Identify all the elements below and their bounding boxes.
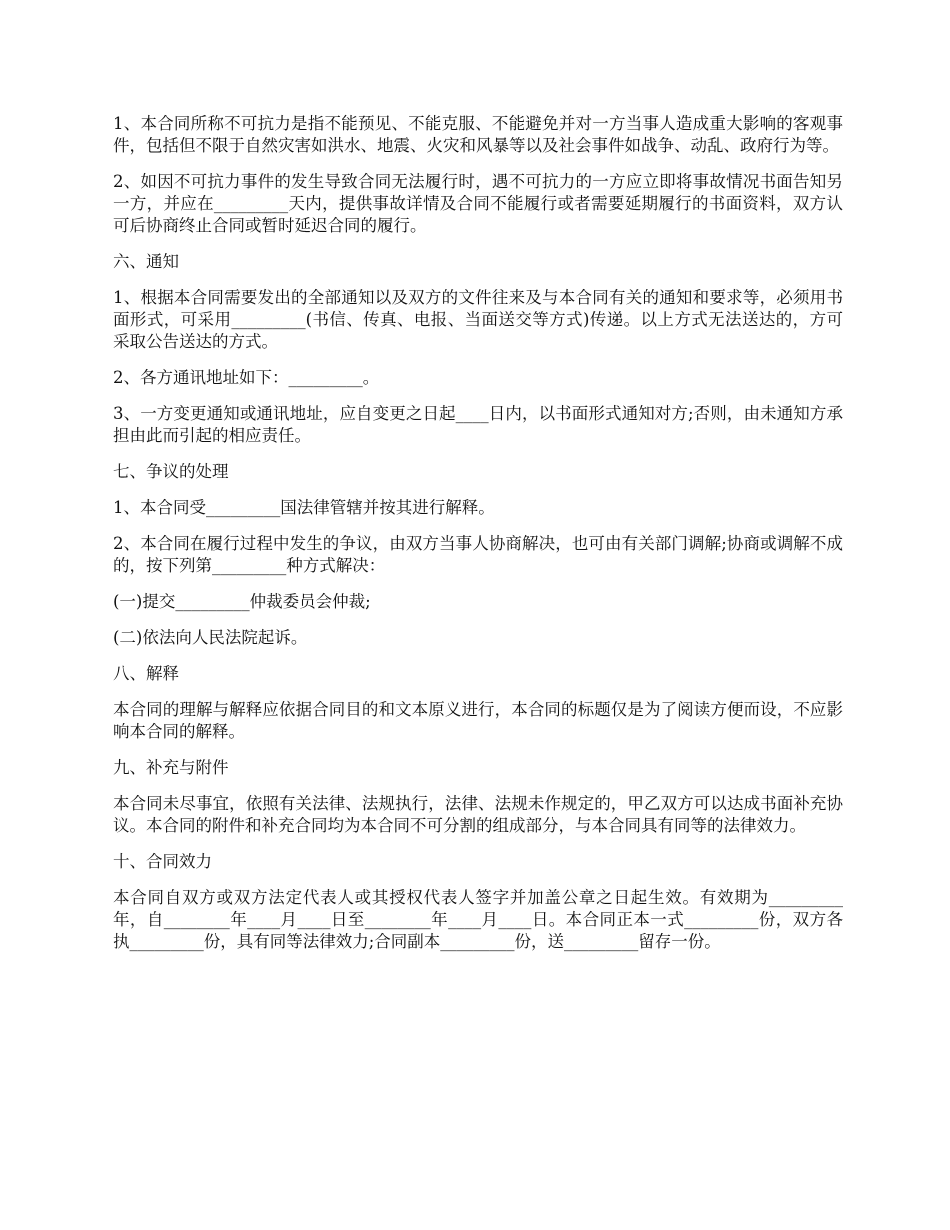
paragraph-notice-change: 3、一方变更通知或通讯地址，应自变更之日起____日内，以书面形式通知对方;否则，由未通知方承担由此而引起的相应责任。 [113, 404, 843, 445]
section-heading-effectiveness: 十、合同效力 [113, 852, 212, 871]
section-heading-supplements: 九、补充与附件 [113, 758, 229, 777]
section-heading-notice: 六、通知 [113, 252, 179, 271]
document-body [113, 113, 843, 967]
paragraph-litigation-option: (二)依法向人民法院起诉。 [113, 628, 308, 647]
section-heading-interpretation: 八、解释 [113, 664, 179, 683]
paragraph-supplements: 本合同未尽事宜，依照有关法律、法规执行，法律、法规未作规定的，甲乙双方可以达成书面补充协议。本合同的附件和补充合同均为本合同不可分割的组成部分，与本合同具有同等的法律效力。 [113, 794, 843, 835]
paragraph-notice-form: 1、根据本合同需要发出的全部通知以及双方的文件往来及与本合同有关的通知和要求等，必须用书面形式，可采用_________(书信、传真、电报、当面送交等方式)传递。以上方式无法送达的，方可采取公告送达的方式。 [113, 288, 843, 351]
paragraph-governing-law: 1、本合同受_________国法律管辖并按其进行解释。 [113, 498, 495, 517]
paragraph-interpretation: 本合同的理解与解释应依据合同目的和文本原义进行，本合同的标题仅是为了阅读方便而设，不应影响本合同的解释。 [113, 700, 843, 741]
paragraph-dispute-resolution: 2、本合同在履行过程中发生的争议，由双方当事人协商解决，也可由有关部门调解;协商或调解不成的，按下列第_________种方式解决： [113, 534, 843, 575]
paragraph-notice-address: 2、各方通讯地址如下：_________。 [113, 368, 380, 387]
paragraph-force-majeure-definition: 1、本合同所称不可抗力是指不能预见、不能克服、不能避免并对一方当事人造成重大影响的客观事件，包括但不限于自然灾害如洪水、地震、火灾和风暴等以及社会事件如战争、动乱、政府行为等。 [113, 114, 843, 155]
paragraph-effectiveness: 本合同自双方或双方法定代表人或其授权代表人签字并加盖公章之日起生效。有效期为_________年，自________年____月____日至________年____月____日。本合同正本一式_________份，双方各执_________份，具有同等法律效力;合同副本_________份，送_________留存一份。 [113, 888, 843, 951]
section-heading-disputes: 七、争议的处理 [113, 462, 229, 481]
paragraph-force-majeure-notice: 2、如因不可抗力事件的发生导致合同无法履行时，遇不可抗力的一方应立即将事故情况书面告知另一方，并应在_________天内，提供事故详情及合同不能履行或者需要延期履行的书面资料，双方认可后协商终止合同或暂时延迟合同的履行。 [113, 172, 843, 235]
paragraph-arbitration-option: (一)提交_________仲裁委员会仲裁; [113, 592, 371, 611]
